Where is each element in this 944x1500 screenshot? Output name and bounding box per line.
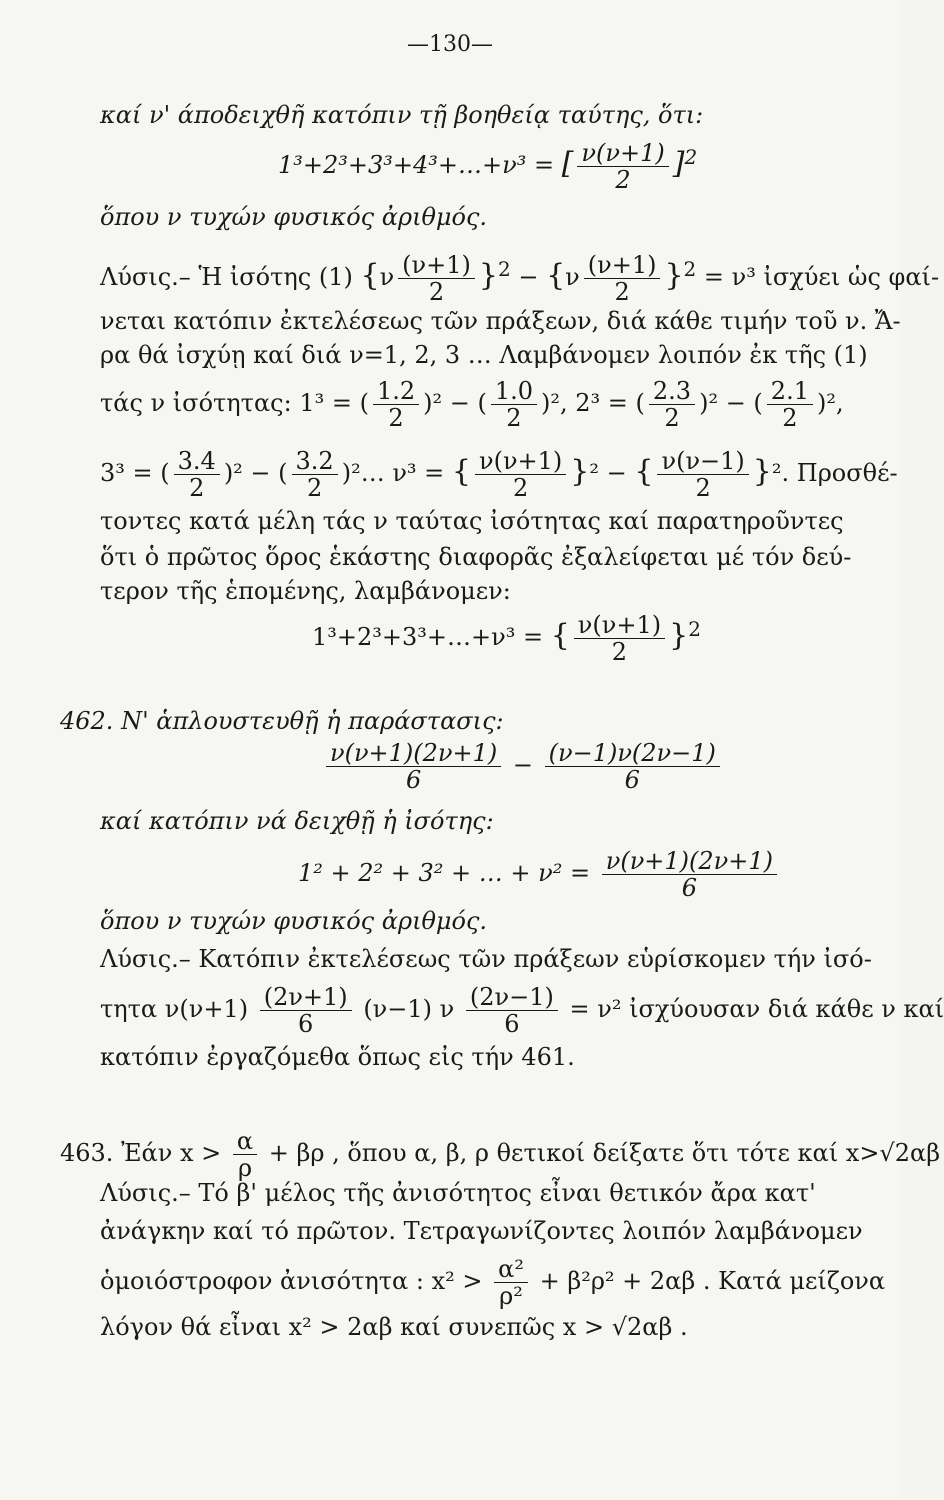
fraction-denominator: 2 bbox=[782, 404, 798, 432]
fraction-numerator: (ν+1) bbox=[398, 252, 475, 279]
fraction-numerator: (2ν+1) bbox=[260, 984, 352, 1011]
equalities-line: τάς ν ἰσότητας: 1³ = ( $\frac{1.2}{2}$ )² − ( $\frac{1.0}{2}$ )², 2³ = ( $\frac{2.3}{2}$ )² − ( $\frac{2.1}{2}$ )², bbox=[100, 377, 844, 432]
fraction-numerator: 1.2 bbox=[373, 378, 419, 405]
fraction-numerator: (ν−1)ν(2ν−1) bbox=[545, 740, 720, 767]
fraction-denominator: 6 bbox=[405, 766, 422, 794]
fraction bbox=[767, 378, 813, 431]
fraction bbox=[657, 448, 748, 501]
fraction-denominator: ρ² bbox=[499, 1282, 523, 1310]
bracket: [ bbox=[561, 146, 574, 181]
text-line: νεται κατόπιν ἐκτελέσεως τῶν πράξεων, διά κάθε τιμήν τοῦ ν. Ἄ- bbox=[100, 307, 901, 335]
text-line: ὅπου ν τυχών φυσικός ἀριθμός. bbox=[100, 203, 488, 231]
fraction-denominator: 2 bbox=[506, 404, 522, 432]
brace: { bbox=[546, 258, 566, 293]
fraction-denominator: 2 bbox=[189, 474, 205, 502]
text-fragment: τάς ν ἰσότητας: bbox=[100, 389, 292, 417]
text-line: λόγον θά εἶναι x² > 2αβ καί συνεπῶς x > √2αβ . bbox=[100, 1313, 688, 1341]
brace: } bbox=[752, 454, 772, 489]
fraction-denominator: 6 bbox=[504, 1010, 520, 1038]
brace: { bbox=[550, 618, 570, 653]
fraction bbox=[466, 984, 558, 1037]
formula-lhs: , 2³ = bbox=[560, 389, 628, 417]
text-line: καί ν' άποδειχθῆ κατόπιν τῇ βοηθείᾳ ταύτης, ὅτι: bbox=[100, 101, 704, 129]
text-fragment: 463. Ἐάν x > bbox=[60, 1139, 222, 1167]
fraction-denominator: 2 bbox=[513, 474, 529, 502]
text-line: καί κατόπιν νά δειχθῇ ἡ ἰσότης: bbox=[100, 807, 494, 835]
brace: } bbox=[664, 258, 684, 293]
brace: { bbox=[634, 454, 654, 489]
fraction-denominator: 2 bbox=[428, 278, 445, 306]
fraction-numerator: ν(ν+1)(2ν+1) bbox=[602, 848, 777, 875]
inequality-line bbox=[100, 1256, 885, 1309]
text-line: ρα θά ἰσχύῃ καί διά ν=1, 2, 3 … Λαμβάνομεν λοιπόν ἐκ τῆς (1) bbox=[100, 341, 868, 369]
fraction-denominator: 2 bbox=[615, 166, 631, 194]
fraction bbox=[398, 252, 475, 305]
formula-lhs: 1³+2³+3³+4³+…+ν³ = bbox=[278, 151, 555, 179]
fraction-denominator: ρ bbox=[237, 1154, 253, 1182]
fraction-denominator: 2 bbox=[695, 474, 711, 502]
formula-lhs: 1³+2³+3³+…+ν³ = bbox=[312, 623, 544, 651]
fraction bbox=[373, 378, 419, 431]
fraction bbox=[233, 1128, 257, 1181]
exponent: 2 bbox=[684, 145, 698, 169]
formula-sum-cubes bbox=[278, 140, 697, 193]
fraction-denominator: 2 bbox=[306, 474, 323, 502]
fraction bbox=[602, 848, 777, 901]
text-fragment: + β²ρ² + 2αβ . Κατά μείζονα bbox=[539, 1267, 886, 1295]
fraction-denominator: 6 bbox=[298, 1010, 314, 1038]
solution-label: Λύσις.– Ἡ ἰσότης (1) bbox=[100, 263, 353, 291]
fraction-numerator: ν(ν−1) bbox=[657, 448, 748, 475]
formula-sum-squares bbox=[298, 848, 781, 901]
fraction-denominator: 6 bbox=[681, 874, 697, 902]
fraction-denominator: 2 bbox=[388, 404, 404, 432]
fraction bbox=[260, 984, 352, 1037]
fraction-numerator: (ν+1) bbox=[584, 252, 661, 279]
fraction bbox=[574, 612, 665, 665]
fraction-numerator: 1.0 bbox=[491, 378, 537, 405]
fraction-numerator: ν(ν+1) bbox=[577, 140, 668, 167]
text-line: ὅπου ν τυχών φυσικός ἀριθμός. bbox=[100, 907, 488, 935]
fraction bbox=[491, 378, 537, 431]
exponent: 2 bbox=[497, 257, 511, 281]
fraction-numerator: α bbox=[233, 1128, 257, 1155]
identity-line bbox=[100, 984, 944, 1037]
brace: { bbox=[451, 454, 471, 489]
fraction-numerator: 2.1 bbox=[767, 378, 813, 405]
formula-result bbox=[312, 612, 701, 665]
brace: } bbox=[570, 454, 590, 489]
text-fragment: … ν³ = bbox=[360, 459, 445, 487]
formula-lhs: 3³ = bbox=[100, 459, 153, 487]
text-fragment: = ν² ἰσχύουσαν διά κάθε ν καί bbox=[569, 995, 944, 1023]
text-line: Λύσις.– Τό β' μέλος τῆς ἀνισότητος εἶναι θετικόν ἄρα κατ' bbox=[100, 1179, 816, 1207]
solution-line: Λύσις.– Ἡ ἰσότης (1) {ν $\frac{(\nu+1)}{2}$ }$^2$ − {ν $\frac{(\nu+1)}{2}$ }$^2$ = ν³ ἰσχύει ὡς φαί- bbox=[100, 251, 940, 306]
brace: } bbox=[669, 618, 689, 653]
fraction-numerator: ν(ν+1) bbox=[574, 612, 665, 639]
fraction-denominator: 2 bbox=[611, 638, 628, 666]
text-fragment: (ν−1) ν bbox=[363, 995, 455, 1023]
fraction-numerator: 2.3 bbox=[649, 378, 695, 405]
formula-lhs: 1³ = bbox=[299, 389, 352, 417]
fraction bbox=[577, 140, 668, 193]
page-number: —130— bbox=[407, 32, 493, 57]
fraction bbox=[649, 378, 695, 431]
fraction bbox=[326, 740, 501, 793]
equalities-line: 3³ = ( $\frac{3.4}{2}$ )² − ( $\frac{3.2}{2}$ )²… ν³ = { $\frac{\nu(\nu+1)}{2}$ }² − { $\frac{\nu(\nu-1)}{2}$ }². Προσθέ- bbox=[100, 447, 898, 502]
bracket: ] bbox=[672, 146, 685, 181]
text-line: ὅτι ὁ πρῶτος ὅρος ἑκάστης διαφορᾶς ἐξαλείφεται μέ τόν δεύ- bbox=[100, 543, 852, 571]
text-fragment: ὁμοιόστροφον ἀνισότητα : x² > bbox=[100, 1267, 483, 1295]
fraction bbox=[584, 252, 661, 305]
exponent: 2 bbox=[683, 257, 697, 281]
text-fragment: + βρ , ὅπου α, β, ρ θετικοί δείξατε ὅτι τότε καί x>√2αβ bbox=[268, 1139, 941, 1167]
text-fragment: = ν³ ἰσχύει ὡς φαί- bbox=[703, 263, 940, 291]
exponent: 2 bbox=[688, 617, 701, 641]
fraction bbox=[545, 740, 720, 793]
fraction-numerator: (2ν−1) bbox=[466, 984, 558, 1011]
brace: } bbox=[478, 258, 498, 293]
fraction bbox=[174, 448, 220, 501]
text-fragment: τητα ν(ν+1) bbox=[100, 995, 249, 1023]
fraction bbox=[475, 448, 566, 501]
problem-title-463 bbox=[60, 1128, 940, 1181]
text-fragment: . Προσθέ- bbox=[781, 459, 898, 487]
operator: − bbox=[512, 751, 533, 779]
fraction-numerator: ν(ν+1) bbox=[475, 448, 566, 475]
text-line: Λύσις.– Κατόπιν ἐκτελέσεως τῶν πράξεων εὑρίσκομεν τήν ἰσό- bbox=[100, 945, 872, 973]
formula-lhs: 1² + 2² + 3² + … + ν² = bbox=[298, 859, 591, 887]
fraction-numerator: α² bbox=[494, 1256, 528, 1283]
brace: { bbox=[360, 258, 380, 293]
fraction-denominator: 2 bbox=[664, 404, 680, 432]
text-line: ἀνάγκην καί τό πρῶτον. Τετραγωνίζοντες λοιπόν λαμβάνομεν bbox=[100, 1217, 863, 1245]
fraction-denominator: 2 bbox=[614, 278, 630, 306]
text-line: τοντες κατά μέλη τάς ν ταύτας ἰσότητας καί παρατηροῦντες bbox=[100, 507, 844, 535]
fraction bbox=[292, 448, 338, 501]
fraction bbox=[494, 1256, 528, 1309]
text-line: τερον τῆς ἑπομένης, λαμβάνομεν: bbox=[100, 577, 511, 605]
fraction-denominator: 6 bbox=[624, 766, 640, 794]
fraction-numerator: 3.4 bbox=[174, 448, 220, 475]
problem-title-462: 462. Ν' ἁπλουστευθῇ ἡ παράστασις: bbox=[60, 707, 504, 735]
formula-expression bbox=[322, 740, 724, 793]
text-line: κατόπιν ἐργαζόμεθα ὅπως εἰς τήν 461. bbox=[100, 1043, 575, 1071]
fraction-numerator: ν(ν+1)(2ν+1) bbox=[326, 740, 501, 767]
fraction-numerator: 3.2 bbox=[292, 448, 338, 475]
